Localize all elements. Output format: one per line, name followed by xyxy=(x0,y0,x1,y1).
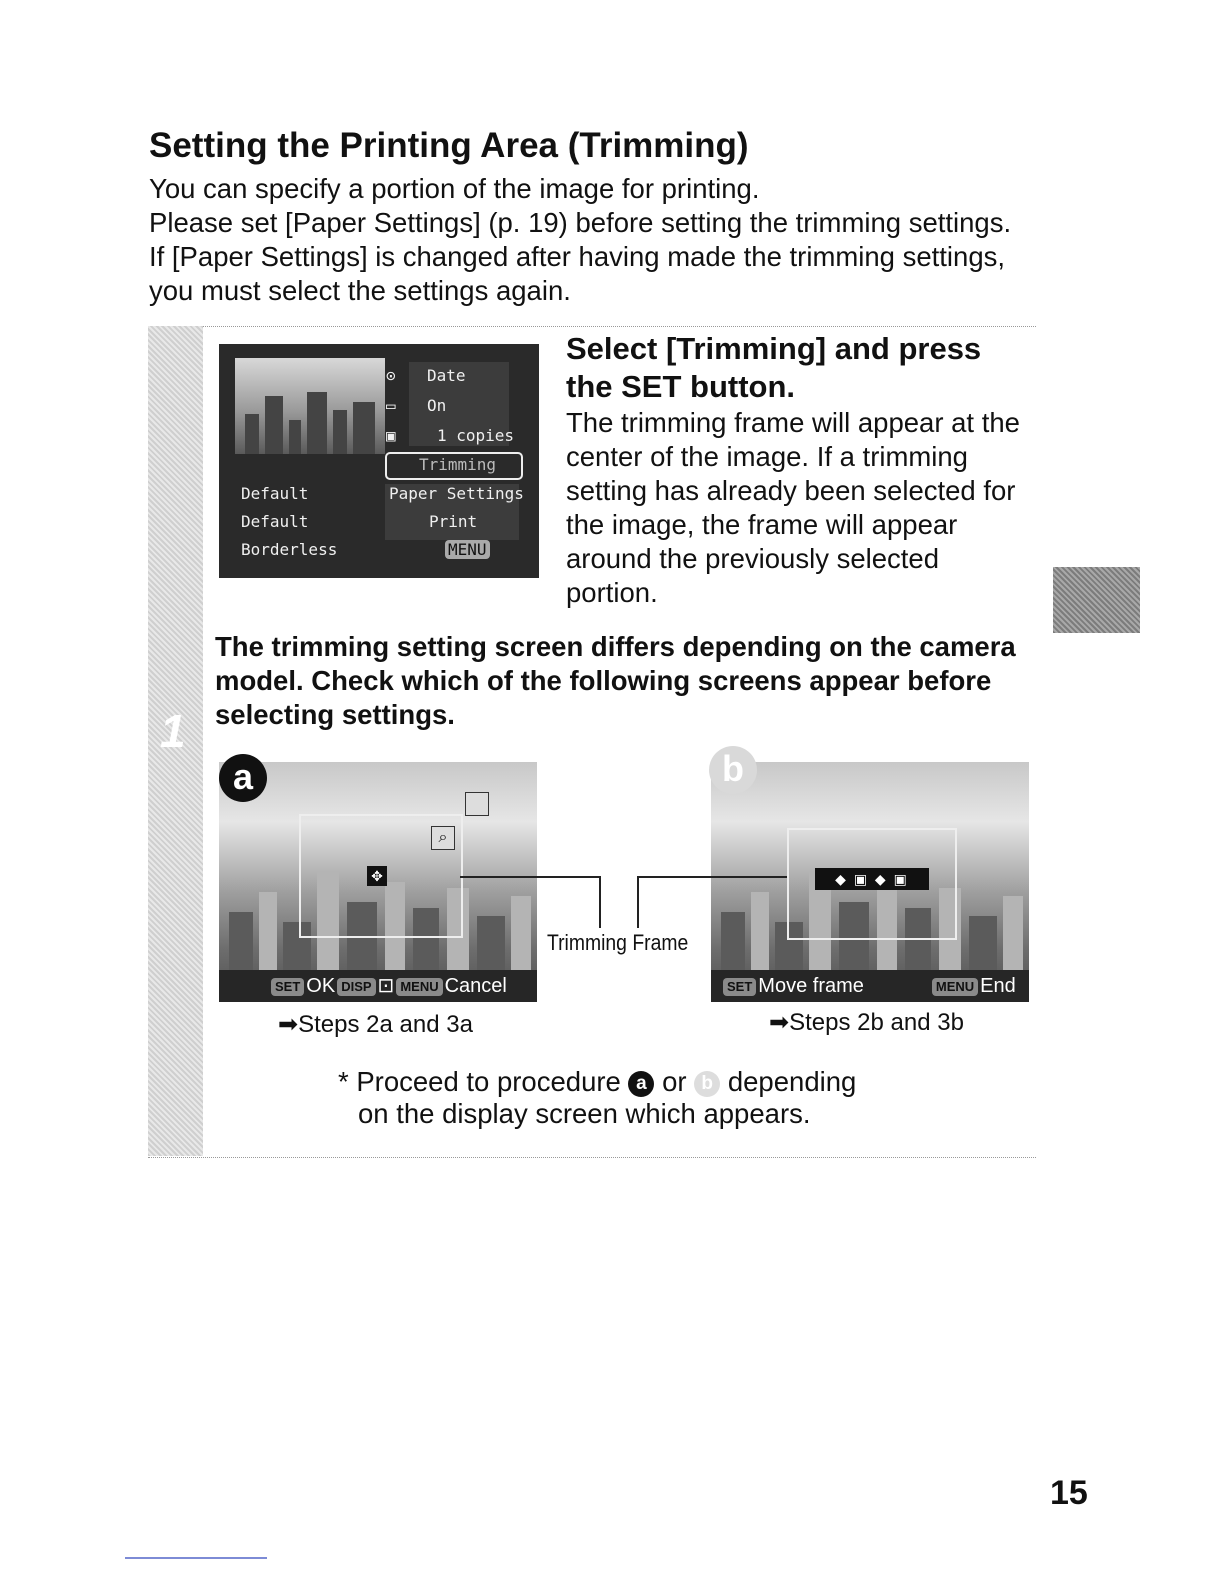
menu-left-default-1: Default xyxy=(241,484,309,503)
footnote-or: or xyxy=(662,1066,687,1097)
move-arrows-icon: ✥ xyxy=(367,866,387,886)
end-label: End xyxy=(980,975,1016,997)
footnote-lead: * Proceed to procedure xyxy=(338,1066,621,1097)
intro-line-2: Please set [Paper Settings] (p. 19) before setting the trimming settings. If [Paper Settings] is changed after having made the trimming settings, you must select the settings again. xyxy=(149,207,1012,306)
page-rule xyxy=(125,1557,267,1559)
footnote xyxy=(338,1066,856,1130)
set-button-label-b: SET xyxy=(723,978,756,996)
set-button-label: SET xyxy=(271,978,304,996)
arrow-icon: ➡ xyxy=(278,1011,299,1038)
menu-trimming: Trimming xyxy=(419,455,497,474)
ok-label: OK xyxy=(306,975,336,997)
trimming-screen-a xyxy=(219,762,537,1002)
steps-ref-a-text: Steps 2a and 3a xyxy=(298,1011,473,1038)
footnote-line-2: on the display screen which appears. xyxy=(358,1098,811,1129)
frame-controls-icons: ◆ ▣ ◆ ▣ xyxy=(815,868,929,890)
footnote-badge-b: b xyxy=(694,1071,720,1097)
intro-text xyxy=(149,172,1029,308)
disp-button-label: DISP xyxy=(337,978,375,996)
screen-a-control-bar xyxy=(219,970,537,1002)
step-number: 1 xyxy=(160,705,186,757)
arrow-icon: ➡ xyxy=(769,1009,790,1036)
menu-left-default-2: Default xyxy=(241,512,309,531)
move-frame-label: Move frame xyxy=(758,975,864,997)
orientation-icon: ⊡ xyxy=(377,975,395,997)
menu-button-label: MENU xyxy=(445,540,490,559)
trimming-frame-label: Trimming Frame xyxy=(547,930,689,955)
callout-line-b xyxy=(637,876,787,878)
menu-on: On xyxy=(427,396,447,415)
zoom-icon: ⌕ xyxy=(431,826,455,850)
steps-ref-b xyxy=(769,1008,964,1037)
menu-copies: 1 copies xyxy=(437,426,515,445)
footnote-tail: depending xyxy=(727,1066,857,1097)
menu-left-borderless: Borderless xyxy=(241,540,338,559)
step-heading: Select [Trimming] and press the SET button. xyxy=(566,331,982,404)
step-text: The trimming frame will appear at the center of the image. If a trimming setting has already been selected for the image, the frame will appear around the previously selected portion. xyxy=(566,407,1020,608)
footnote-badge-a: a xyxy=(628,1071,654,1097)
print-settings-screenshot xyxy=(219,344,539,578)
callout-line-b-vertical xyxy=(637,876,639,928)
steps-ref-a xyxy=(278,1010,473,1039)
copies-icon: ▣ xyxy=(386,426,396,445)
menu-print: Print xyxy=(429,512,478,531)
chapter-tab xyxy=(1053,567,1140,633)
menu-button-label-a: MENU xyxy=(396,978,442,996)
rotate-icon xyxy=(465,792,489,816)
section-title: Setting the Printing Area (Trimming) xyxy=(149,126,749,165)
menu-date: Date xyxy=(427,366,466,385)
trimming-screen-b xyxy=(711,762,1029,1002)
menu-button-label-b: MENU xyxy=(932,978,978,996)
cancel-label: Cancel xyxy=(444,975,507,997)
image-icon: ▭ xyxy=(386,396,396,415)
model-note: The trimming setting screen differs depending on the camera model. Check which of the following screens appear before selecting settings. xyxy=(215,631,1016,730)
thumbnail-image xyxy=(235,358,385,454)
page-number: 15 xyxy=(1050,1474,1088,1512)
callout-line-a xyxy=(460,876,600,878)
callout-line-a-vertical xyxy=(599,876,601,928)
screen-b-control-bar xyxy=(711,970,1029,1002)
screen-b-badge: b xyxy=(709,746,757,794)
screen-a-badge: a xyxy=(219,754,267,802)
clock-icon: ⊙ xyxy=(386,366,396,385)
menu-paper-settings: Paper Settings xyxy=(389,484,524,503)
intro-line-1: You can specify a portion of the image for printing. xyxy=(149,173,760,204)
steps-ref-b-text: Steps 2b and 3b xyxy=(789,1009,964,1036)
